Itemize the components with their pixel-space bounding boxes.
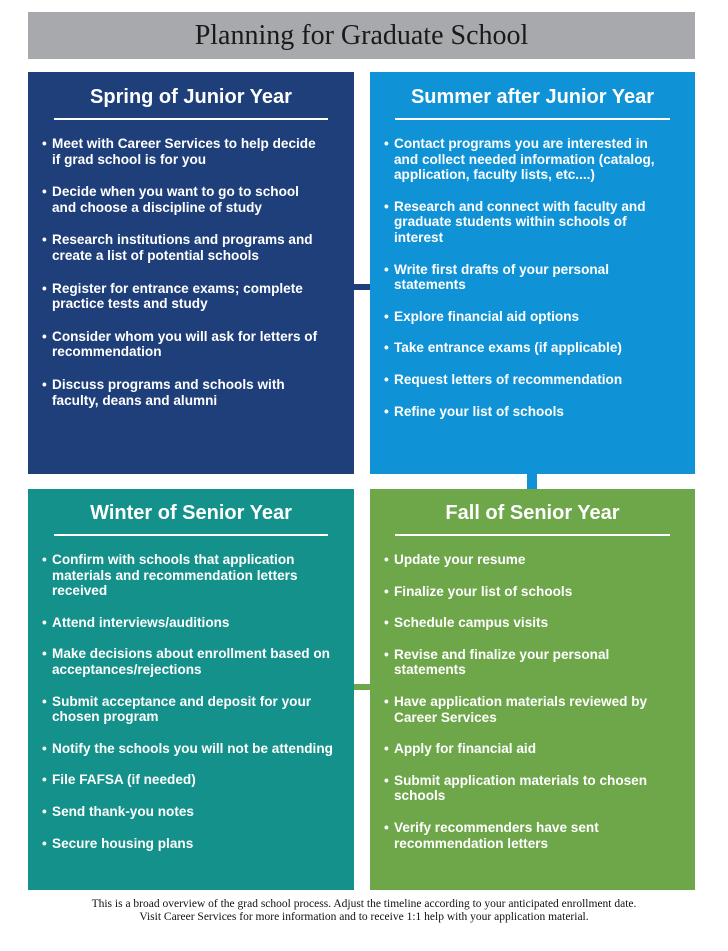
- footer-line: Visit Career Services for more information and to receive 1:1 help with your application material.: [139, 911, 589, 923]
- connector-fall-winter: [354, 684, 370, 690]
- footer-note: [0, 898, 728, 924]
- panel-summer-junior: [370, 72, 695, 474]
- panel-heading: Winter of Senior Year: [90, 502, 292, 524]
- title-bar: [28, 12, 695, 59]
- heading-divider: [54, 118, 328, 120]
- checklist-item: • Revise and finalize your personal statements: [383, 647, 678, 678]
- checklist-item: • Send thank-you notes: [41, 804, 339, 820]
- connector-spring-summer: [354, 284, 370, 290]
- checklist: [383, 136, 673, 419]
- page-title: Planning for Graduate School: [194, 19, 529, 51]
- checklist-item: • Apply for financial aid: [383, 741, 678, 757]
- checklist-item: • Discuss programs and schools with faculty, deans and alumni: [41, 377, 323, 408]
- checklist: [41, 552, 339, 851]
- checklist: [41, 136, 323, 408]
- checklist-item: • Take entrance exams (if applicable): [383, 340, 673, 356]
- checklist-item: • Schedule campus visits: [383, 615, 678, 631]
- checklist-item: • File FAFSA (if needed): [41, 772, 339, 788]
- footer-line: This is a broad overview of the grad school process. Adjust the timeline according to your anticipated enrollment date.: [91, 898, 637, 910]
- checklist-item: • Research institutions and programs and create a list of potential schools: [41, 232, 323, 263]
- checklist-item: • Have application materials reviewed by Career Services: [383, 694, 678, 725]
- panel-fall-senior: [370, 489, 695, 890]
- checklist-item: • Refine your list of schools: [383, 404, 673, 420]
- checklist-item: • Decide when you want to go to school and choose a discipline of study: [41, 184, 323, 215]
- checklist-item: • Submit acceptance and deposit for your chosen program: [41, 694, 339, 725]
- checklist-item: • Notify the schools you will not be attending: [41, 741, 339, 757]
- panel-heading: Spring of Junior Year: [90, 86, 292, 108]
- panel-heading: Summer after Junior Year: [410, 86, 655, 108]
- checklist-item: • Confirm with schools that application materials and recommendation letters received: [41, 552, 339, 599]
- checklist-item: • Meet with Career Services to help decide if grad school is for you: [41, 136, 323, 167]
- checklist-item: • Contact programs you are interested in and collect needed information (catalog, application, faculty lists, etc....): [383, 136, 673, 183]
- checklist: [383, 552, 678, 851]
- checklist-item: • Explore financial aid options: [383, 309, 673, 325]
- checklist-item: • Make decisions about enrollment based on acceptances/rejections: [41, 646, 339, 677]
- heading-divider: [395, 118, 670, 120]
- checklist-item: • Register for entrance exams; complete practice tests and study: [41, 281, 323, 312]
- panel-winter-senior: [28, 489, 354, 890]
- checklist-item: • Secure housing plans: [41, 836, 339, 852]
- panel-heading: Fall of Senior Year: [445, 502, 620, 524]
- checklist-item: • Attend interviews/auditions: [41, 615, 339, 631]
- checklist-item: • Submit application materials to chosen schools: [383, 773, 678, 804]
- checklist-item: • Update your resume: [383, 552, 678, 568]
- panel-spring-junior: [28, 72, 354, 474]
- checklist-item: • Research and connect with faculty and graduate students within schools of interest: [383, 199, 673, 246]
- heading-divider: [54, 534, 328, 536]
- checklist-item: • Write first drafts of your personal statements: [383, 262, 673, 293]
- checklist-item: • Verify recommenders have sent recommendation letters: [383, 820, 678, 851]
- connector-summer-fall: [527, 474, 537, 489]
- checklist-item: • Finalize your list of schools: [383, 584, 678, 600]
- checklist-item: • Consider whom you will ask for letters of recommendation: [41, 329, 323, 360]
- checklist-item: • Request letters of recommendation: [383, 372, 673, 388]
- heading-divider: [395, 534, 670, 536]
